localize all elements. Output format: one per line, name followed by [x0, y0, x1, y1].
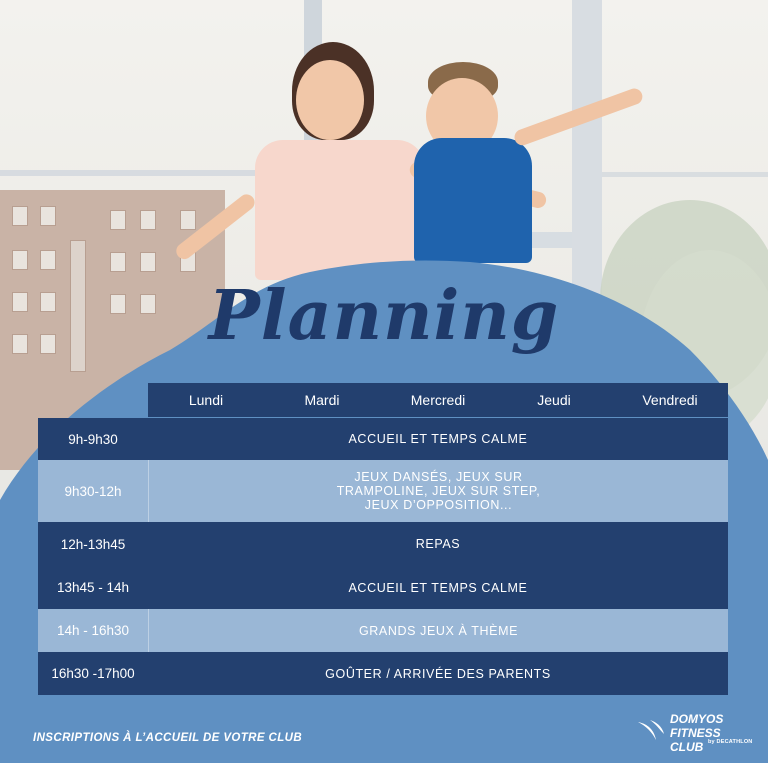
schedule-row: [38, 652, 728, 695]
logo-line2: FITNESS CLUB: [670, 726, 721, 754]
registration-note: INSCRIPTIONS À L’ACCUEIL DE VOTRE CLUB: [33, 732, 303, 744]
activity-cell: ACCUEIL ET TEMPS CALME: [348, 432, 528, 446]
logo-line1: DOMYOS: [670, 712, 724, 726]
day-label: Mercredi: [410, 392, 466, 408]
activity-line: TRAMPOLINE, JEUX SUR STEP,: [336, 484, 541, 498]
day-label: Vendredi: [642, 392, 698, 408]
schedule-row: [38, 460, 728, 522]
logo-sub: by DECATHLON: [708, 739, 753, 745]
time-cell: 14h - 16h30: [56, 623, 130, 638]
day-label: Lundi: [188, 392, 224, 408]
time-cell: 9h30-12h: [64, 483, 122, 499]
activity-cell: REPAS: [415, 537, 461, 551]
schedule-row: [38, 566, 728, 609]
activity-cell: GOÛTER / ARRIVÉE DES PARENTS: [325, 666, 551, 681]
schedule-row: [38, 609, 728, 652]
days-header: [148, 383, 728, 417]
page-title: Planning: [208, 276, 560, 356]
schedule-row: [38, 418, 728, 460]
activity-line: JEUX D’OPPOSITION...: [364, 498, 513, 512]
activity-cell: ACCUEIL ET TEMPS CALME: [348, 580, 528, 595]
time-cell: 16h30 -17h00: [51, 666, 135, 681]
schedule-row: [38, 522, 728, 566]
time-cell: 13h45 - 14h: [56, 580, 130, 595]
day-label: Mardi: [304, 392, 340, 408]
activity-line: JEUX DANSÉS, JEUX SUR: [354, 470, 523, 484]
day-label: Jeudi: [537, 392, 571, 408]
domyos-logo: [636, 712, 756, 752]
activity-cell: GRANDS JEUX À THÈME: [148, 609, 728, 652]
time-cell: 9h-9h30: [68, 431, 118, 447]
activity-cell: [148, 460, 728, 522]
swoosh-icon: [636, 716, 666, 742]
time-cell: 12h-13h45: [60, 536, 126, 552]
